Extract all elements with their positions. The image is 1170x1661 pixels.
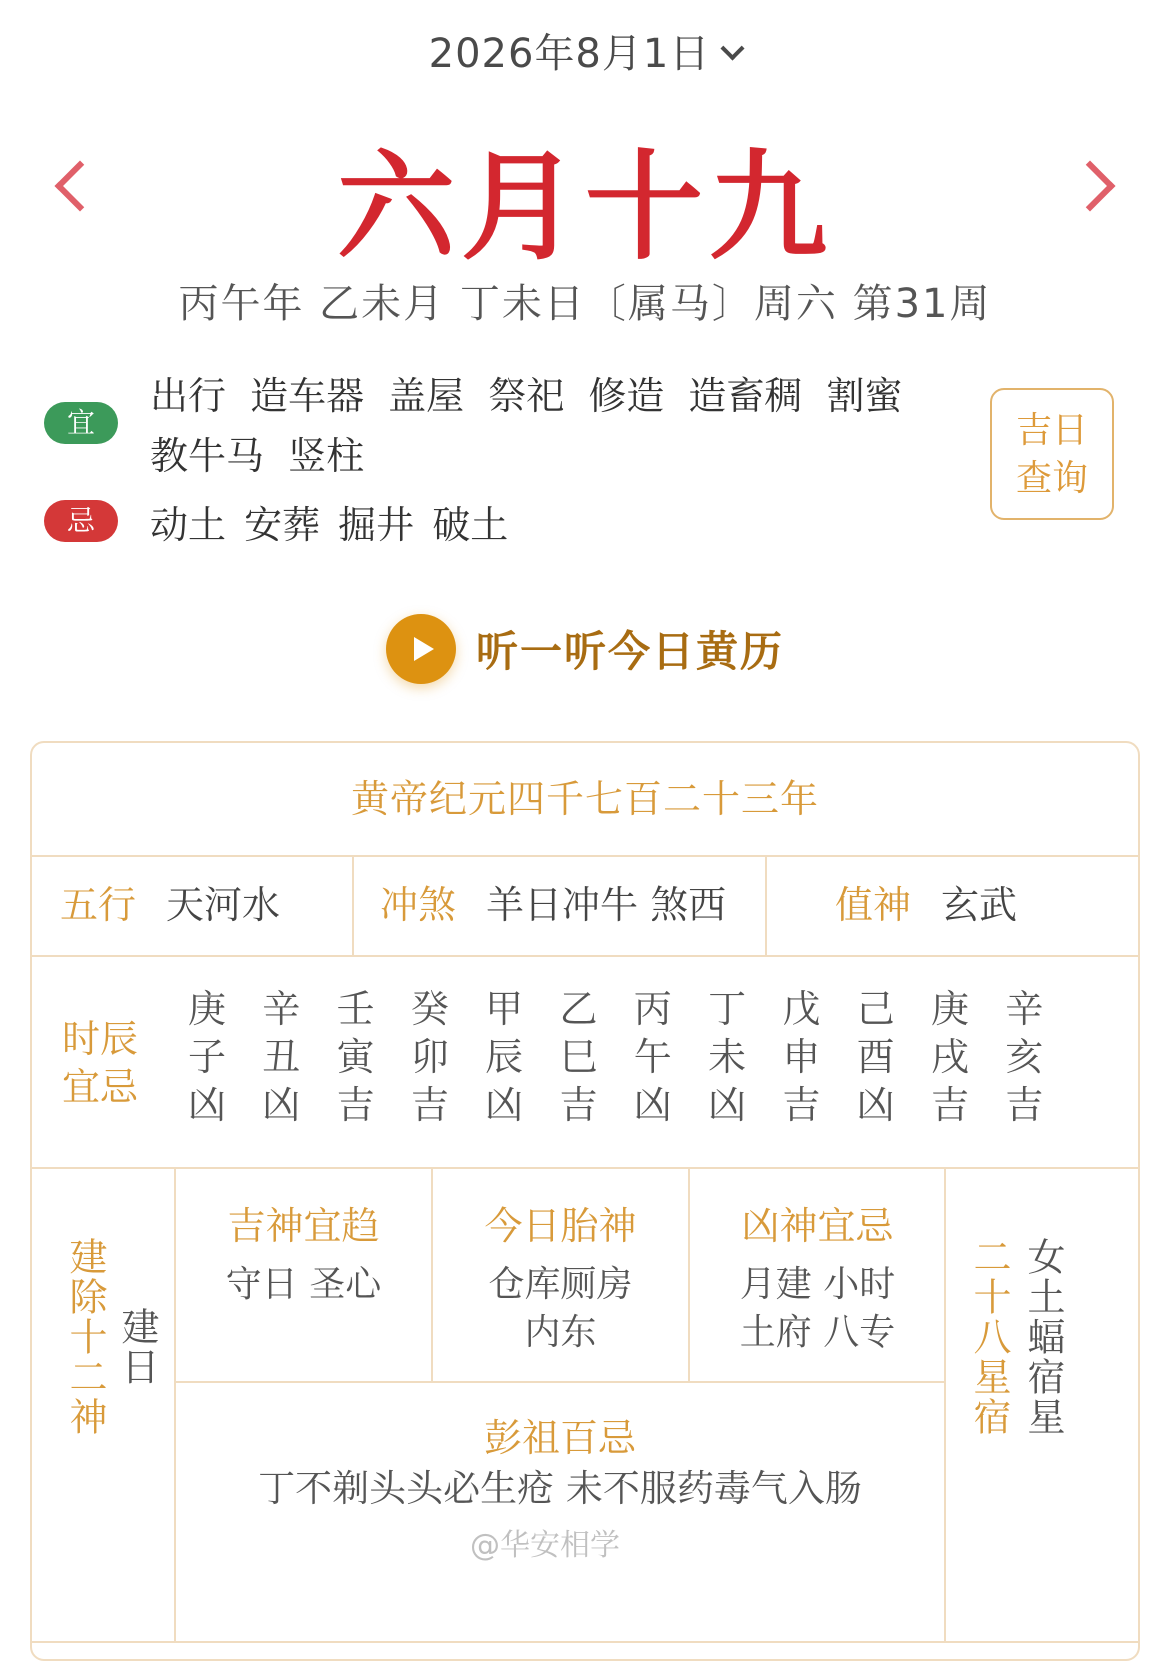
shichen-label-line2: 宜忌 <box>62 1065 139 1109</box>
watermark: @华安相学 <box>470 1528 620 1563</box>
lucky-day-query-button[interactable] <box>990 388 1114 520</box>
ji-badge: 忌 <box>44 500 118 542</box>
ji-items: 动土 安葬 掘井 破土 <box>150 503 509 547</box>
taishen-line1: 仓库厕房 <box>488 1264 633 1305</box>
jianchu-label: 建除十二神 <box>63 1237 107 1437</box>
divider <box>176 1381 944 1383</box>
shichen-zhi: 丑 <box>262 1035 301 1079</box>
ganzhi-line: 丙午年 乙未月 丁未日〔属马〕周六 第31周 <box>178 281 992 327</box>
listen-label: 听一听今日黄历 <box>475 627 784 676</box>
zhishen-key: 值神 <box>835 883 912 927</box>
lunar-date: 六月十九 <box>336 137 833 276</box>
xingxiu-label: 二十八星宿 <box>967 1237 1011 1437</box>
taishen-line2: 内东 <box>524 1312 597 1353</box>
play-icon <box>386 614 456 684</box>
chongsha-value: 羊日冲牛 煞西 <box>486 883 727 927</box>
shichen-gan: 丁 <box>708 987 747 1031</box>
shichen-column <box>182 985 232 1129</box>
shichen-column <box>331 985 381 1129</box>
date-picker-label: 2026年8月1日 <box>428 31 711 77</box>
xiongshen-line1: 月建 小时 <box>739 1264 896 1305</box>
shichen-zhi: 未 <box>708 1035 747 1079</box>
shichen-gan: 壬 <box>336 987 375 1031</box>
lucky-day-query-line2: 查询 <box>1015 458 1088 499</box>
shichen-zhi: 酉 <box>856 1035 895 1079</box>
era-title: 黄帝纪元四千七百二十三年 <box>32 743 1138 857</box>
shichen-column <box>776 985 826 1129</box>
chongsha-cell <box>380 855 726 955</box>
shichen-zhi: 亥 <box>1005 1035 1044 1079</box>
gods-section <box>32 1167 1138 1647</box>
xiongshen-title: 凶神宜忌 <box>741 1204 894 1248</box>
shichen-label <box>62 1015 152 1111</box>
shichen-gan: 丙 <box>633 987 672 1031</box>
shichen-gan: 庚 <box>930 987 969 1031</box>
yi-badge: 宜 <box>44 402 118 444</box>
shichen-gan: 戊 <box>782 987 821 1031</box>
chongsha-key: 冲煞 <box>380 883 457 927</box>
shichen-column <box>925 985 975 1129</box>
shichen-luck: 凶 <box>485 1083 524 1127</box>
shichen-column <box>405 985 455 1129</box>
shichen-zhi: 巳 <box>559 1035 598 1079</box>
shichen-column <box>851 985 901 1129</box>
zhishen-value: 玄武 <box>941 883 1018 927</box>
shichen-gan: 癸 <box>410 987 449 1031</box>
shichen-gan: 乙 <box>559 987 598 1031</box>
date-picker[interactable] <box>0 22 1170 79</box>
shichen-column <box>479 985 529 1129</box>
shichen-column <box>702 985 752 1129</box>
divider <box>944 1167 946 1643</box>
shichen-row <box>32 955 1138 1169</box>
chevron-down-icon <box>721 36 745 60</box>
shichen-zhi: 申 <box>782 1035 821 1079</box>
shichen-gan: 辛 <box>1005 987 1044 1031</box>
shichen-luck: 吉 <box>410 1083 449 1127</box>
pengzu-title: 彭祖百忌 <box>483 1416 636 1460</box>
taishen-value <box>433 1261 688 1357</box>
shichen-zhi: 卯 <box>410 1035 449 1079</box>
shichen-luck: 吉 <box>782 1083 821 1127</box>
shichen-column <box>554 985 604 1129</box>
shichen-gan: 庚 <box>187 987 226 1031</box>
xiongshen-value <box>690 1261 945 1357</box>
shichen-zhi: 戌 <box>930 1035 969 1079</box>
divider <box>352 855 354 955</box>
wuxing-key: 五行 <box>60 883 137 927</box>
shichen-luck: 凶 <box>856 1083 895 1127</box>
shichen-luck: 凶 <box>708 1083 747 1127</box>
shichen-label-line1: 时辰 <box>62 1017 139 1061</box>
wuxing-value: 天河水 <box>166 883 281 927</box>
divider <box>765 855 767 955</box>
shichen-gan: 甲 <box>485 987 524 1031</box>
jianchu-value: 建日 <box>115 1307 159 1387</box>
shichen-luck: 凶 <box>262 1083 301 1127</box>
xiongshen-line2: 土府 八专 <box>739 1312 896 1353</box>
shichen-zhi: 午 <box>633 1035 672 1079</box>
shichen-zhi: 寅 <box>336 1035 375 1079</box>
shichen-luck: 吉 <box>1005 1083 1044 1127</box>
zhishen-cell <box>835 855 1017 955</box>
shichen-gan: 己 <box>856 987 895 1031</box>
shichen-zhi: 辰 <box>485 1035 524 1079</box>
shichen-gan: 辛 <box>262 987 301 1031</box>
shichen-column <box>628 985 678 1129</box>
listen-almanac-button[interactable] <box>0 614 1170 684</box>
info-row <box>32 855 1138 957</box>
pengzu-value: 丁不剃头头必生疮 未不服药毒气入肠 <box>258 1467 862 1510</box>
lucky-day-query-line1: 吉日 <box>1015 410 1088 451</box>
shichen-luck: 吉 <box>930 1083 969 1127</box>
wuxing-cell <box>60 855 280 955</box>
shichen-luck: 凶 <box>633 1083 672 1127</box>
shichen-column <box>256 985 306 1129</box>
xingxiu-value: 女土蝠宿星 <box>1021 1237 1065 1437</box>
shichen-luck: 凶 <box>187 1083 226 1127</box>
shichen-column <box>999 985 1049 1129</box>
shichen-zhi: 子 <box>187 1035 226 1079</box>
taishen-title: 今日胎神 <box>484 1204 637 1248</box>
divider <box>32 1641 1138 1643</box>
shichen-luck: 吉 <box>336 1083 375 1127</box>
jishen-title: 吉神宜趋 <box>227 1204 380 1248</box>
shichen-luck: 吉 <box>559 1083 598 1127</box>
jishen-value: 守日 圣心 <box>225 1264 382 1305</box>
yi-items: 出行 造车器 盖屋 祭祀 修造 造畜稠 割蜜 教牛马 竖柱 <box>150 374 903 478</box>
